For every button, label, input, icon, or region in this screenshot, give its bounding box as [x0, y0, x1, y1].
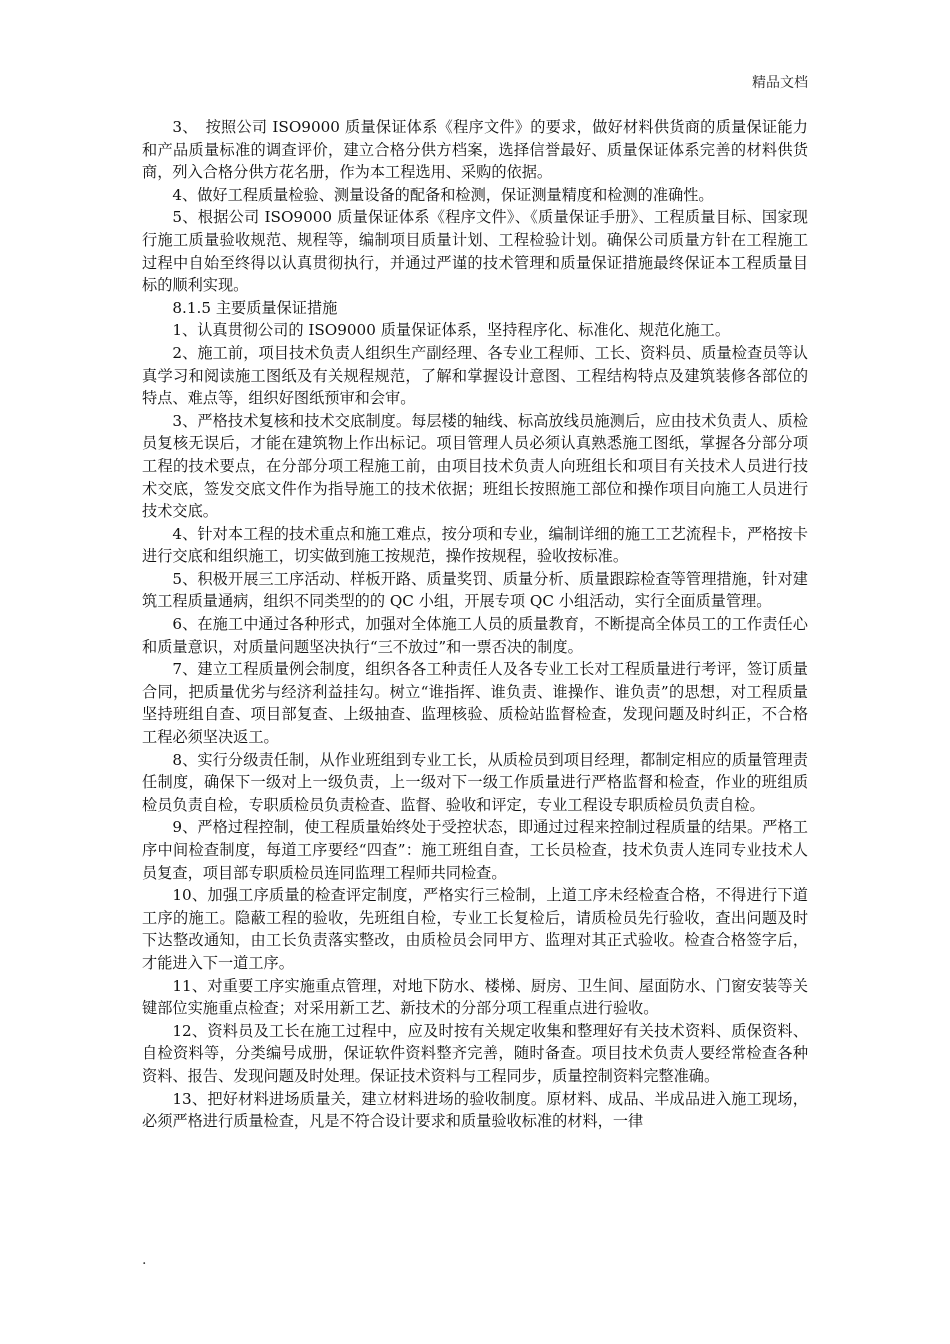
document-body	[142, 116, 808, 1133]
section-heading: 8.1.5 主要质量保证措施	[172, 298, 338, 317]
footer-mark: .	[142, 1252, 147, 1268]
paragraph-3: 5、根据公司 ISO9000 质量保证体系《程序文件》、《质量保证手册》、工程质量目标、国家现行施工质量验收规范、规程等，编制项目质量计划、工程检验计划。确保公司质量方针在工程施工过程中自始至终得以认真贯彻执行，并通过严谨的技术管理和质量保证措施最终保证本工程质量目标的顺利实现。	[142, 208, 808, 295]
paragraph-11: 8、实行分级责任制，从作业班组到专业工长，从质检员到项目经理，都制定相应的质量管理责任制度，确保下一级对上一级负责，上一级对下一级工作质量进行严格监督和检查，作业的班组质检员负责自检，专职质检员负责检查、监督、验收和评定，专业工程设专职质检员负责自检。	[142, 750, 808, 814]
paragraph-15: 12、资料员及工长在施工过程中，应及时按有关规定收集和整理好有关技术资料、质保资料、自检资料等，分类编号成册，保证软件资料整齐完善，随时备查。项目技术负责人要经常检查各种资料、报告、发现问题及时处理。保证技术资料与工程同步，质量控制资料完整准确。	[142, 1021, 808, 1085]
paragraph-16: 13、把好材料进场质量关，建立材料进场的验收制度。原材料、成品、半成品进入施工现场，必须严格进行质量检查，凡是不符合设计要求和质量验收标准的材料，一律	[142, 1089, 808, 1131]
paragraph-12: 9、严格过程控制，使工程质量始终处于受控状态，即通过过程来控制过程质量的结果。严格工序中间检查制度，每道工序要经“四查”：施工班组自查，工长员检查，技术负责人连同专业技术人员复查，项目部专职质检员连同监理工程师共同检查。	[142, 818, 808, 882]
paragraph-8: 5、积极开展三工序活动、样板开路、质量奖罚、质量分析、质量跟踪检查等管理措施，针对建筑工程质量通病，组织不同类型的的 QC 小组，开展专项 QC 小组活动，实行全面质量管理。	[142, 569, 808, 611]
paragraph-9: 6、在施工中通过各种形式，加强对全体施工人员的质量教育，不断提高全体员工的工作责任心和质量意识，对质量问题坚决执行“三不放过”和一票否决的制度。	[142, 615, 808, 656]
paragraph-4: 1、认真贯彻公司的 ISO9000 质量保证体系，坚持程序化、标准化、规范化施工。	[172, 321, 731, 340]
paragraph-13: 10、加强工序质量的检查评定制度，严格实行三检制，上道工序未经检查合格，不得进行下道工序的施工。隐蔽工程的验收，先班组自检，专业工长复检后，请质检员先行验收，查出问题及时下达整改通知，由工长负责落实整改，由质检员会同甲方、监理对其正式验收。检查合格签字后，才能进入下一道工序。	[142, 886, 808, 972]
header-label: 精品文档	[752, 75, 808, 91]
paragraph-5: 2、施工前，项目技术负责人组织生产副经理、各专业工程师、工长、资料员、质量检查员等认真学习和阅读施工图纸及有关规程规范，了解和掌握设计意图、工程结构特点及建筑装修各部位的特点、难点等，组织好图纸预审和会审。	[142, 343, 808, 408]
paragraph-6: 3、严格技术复核和技术交底制度。每层楼的轴线、标高放线员施测后，应由技术负责人、质检员复核无误后，才能在建筑物上作出标记。项目管理人员必须认真熟悉施工图纸，掌握各分部分项工程的技术要点，在分部分项工程施工前，由项目技术负责人向班组长和项目有关技术人员进行技术交底，签发交底文件作为指导施工的技术依据；班组长按照施工部位和操作项目向施工人员进行技术交底。	[142, 411, 808, 521]
paragraph-7: 4、针对本工程的技术重点和施工难点，按分项和专业，编制详细的施工工艺流程卡，严格按卡进行交底和组织施工，切实做到施工按规范，操作按规程，验收按标准。	[142, 524, 808, 566]
paragraph-10: 7、建立工程质量例会制度，组织各各工种责任人及各专业工长对工程质量进行考评，签订质量合同，把质量优劣与经济利益挂勾。树立“谁指挥、谁负责、谁操作、谁负责”的思想，对工程质量坚持班组自查、项目部复查、上级抽查、监理核验、质检站监督检查，发现问题及时纠正，不合格工程必须坚决返工。	[142, 660, 808, 747]
paragraph-1: 3、 按照公司 ISO9000 质量保证体系《程序文件》的要求，做好材料供货商的质量保证能力和产品质量标准的调查评价，建立合格分供方档案，选择信誉最好、质量保证体系完善的材料供货商，列入合格分供方花名册，作为本工程选用、采购的依据。	[142, 118, 808, 182]
paragraph-2: 4、做好工程质量检验、测量设备的配备和检测，保证测量精度和检测的准确性。	[172, 185, 714, 204]
paragraph-14: 11、对重要工序实施重点管理，对地下防水、楼梯、厨房、卫生间、屋面防水、门窗安装等关键部位实施重点检查；对采用新工艺、新技术的分部分项工程重点进行验收。	[142, 976, 808, 1018]
